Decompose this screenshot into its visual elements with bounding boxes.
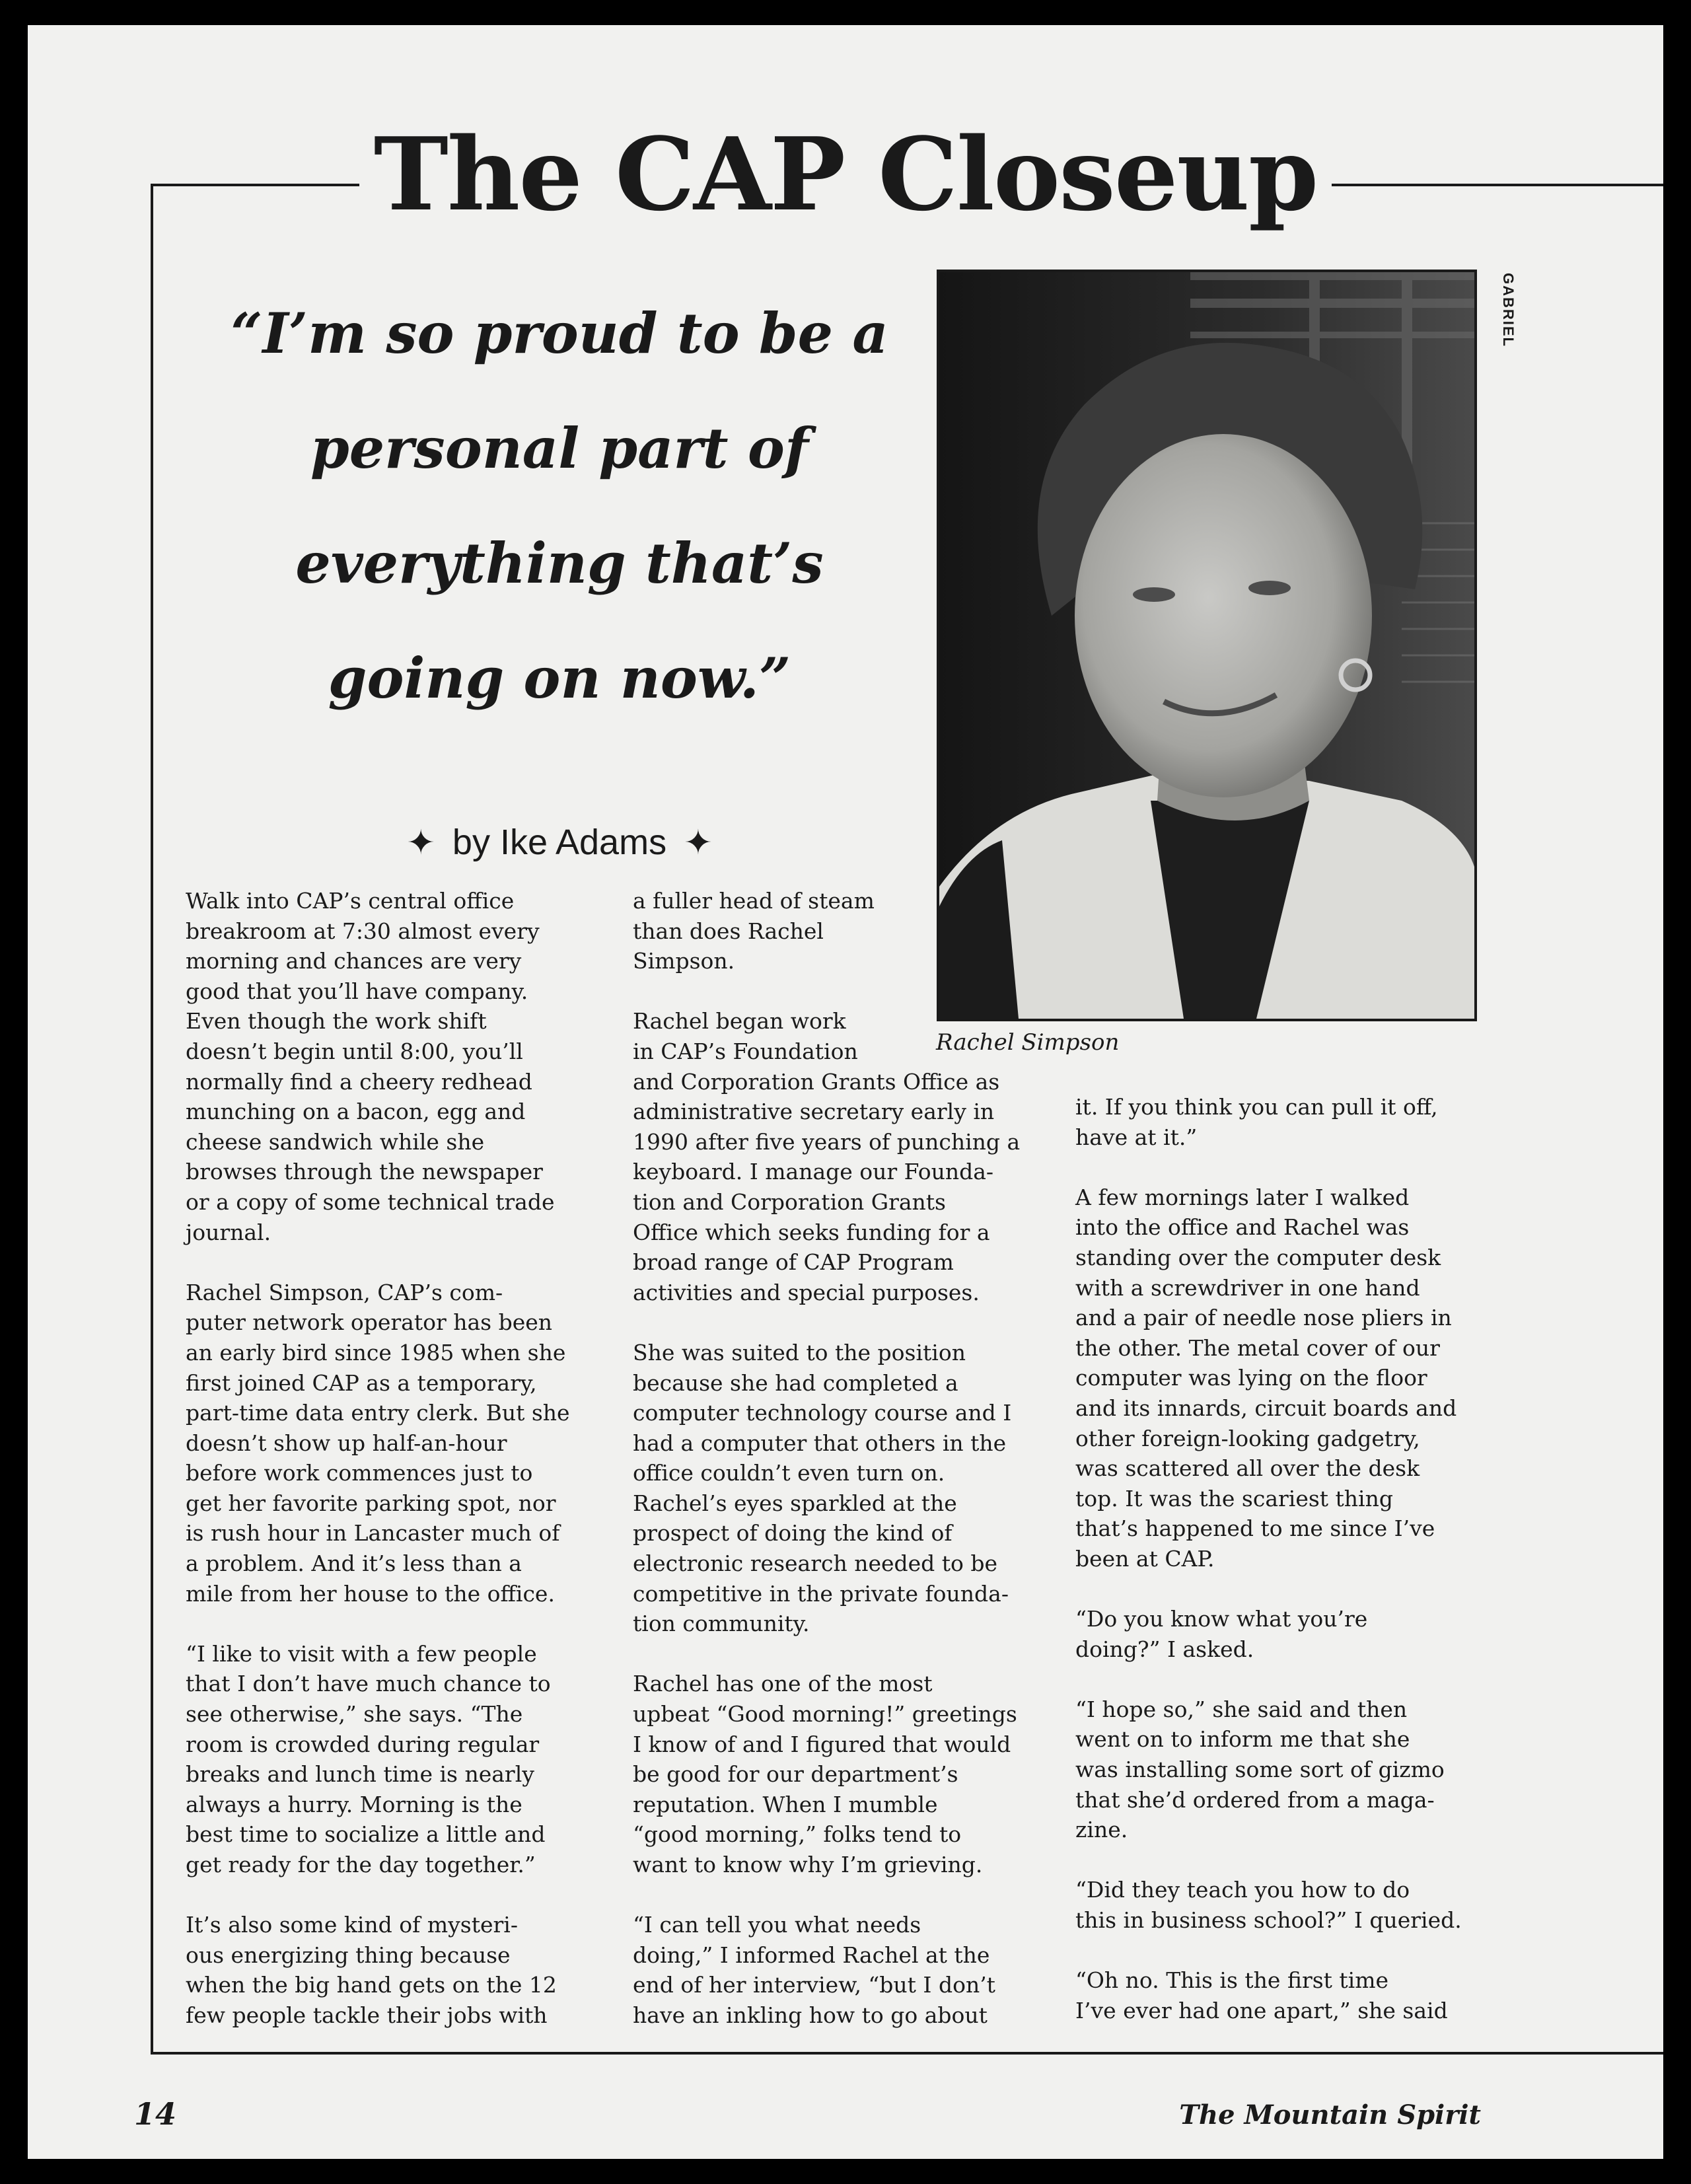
pull-quote-line: going on now.” — [328, 645, 791, 711]
photo-caption: Rachel Simpson — [936, 1029, 1120, 1056]
paragraph: Walk into CAP’s central office breakroom at 7:30 almost every morning and chances are very good that you’ll have company. Even though the work shift doesn’t begin until 8:00, you’ll normally find a cheery redhead munching on a bacon, egg and cheese sandwich while she browses through the newspaper or a copy of some technical trade journal. — [186, 888, 555, 1245]
paragraph: Rachel Simpson, CAP’s com- puter network operator has been an early bird since 1985 when she first joined CAP as a temporary, part-time data entry clerk. But she doesn’t show up half-an-hour before work commences just to get her favorite parking spot, nor is rush hour in Lancaster much of a problem. And it’s less than a mile from her house to the office. — [186, 1279, 570, 1607]
paragraph: Rachel began work in CAP’s Foundation and Corporation Grants Office as administrative secretary early in 1990 after five years of punching a keyboard. I manage our Founda- tion and Corporation Grants Office which seeks funding for a broad range of CAP Program activities and special purposes. — [633, 1008, 1021, 1305]
paragraph: “I like to visit with a few people that I don’t have much chance to see otherwise,” she says. “The room is crowded during regular breaks and lunch time is nearly always a hurry. Morning is the best time to socialize a little and get ready for the day together.” — [186, 1640, 551, 1877]
star-ornament-icon: ✦ — [684, 824, 713, 862]
article-column-3 — [1075, 1092, 1498, 2056]
photo-credit: GABRIEL — [1500, 273, 1517, 347]
article-column-1 — [186, 886, 602, 2060]
page-number: 14 — [134, 2096, 177, 2132]
paragraph: A few mornings later I walked into the office and Rachel was standing over the computer desk with a screwdriver in one hand and a pair of needle nose pliers in the other. The metal cover of our computer was lying on the floor and its innards, circuit boards and other foreign-looking gadgetry, was scattered all over the desk top. It was the scariest thing that’s happened to me since I’ve been at CAP. — [1075, 1184, 1457, 1572]
byline — [180, 822, 939, 863]
page-title: The CAP Closeup — [28, 124, 1663, 225]
paragraph: She was suited to the position because she had completed a computer technology course and I had a computer that others in the office couldn’t even turn on. Rachel’s eyes sparkled at the prospect of doing the kind of electronic research needed to be competitive in the private founda- tion community. — [633, 1339, 1012, 1637]
pull-quote-line: “I’m so proud to be a — [231, 301, 888, 366]
paragraph: It’s also some kind of mysteri- ous energizing thing because when the big hand gets on the 12 few people tackle their jobs with — [186, 1912, 557, 2028]
paragraph: “Did they teach you how to do this in business school?” I queried. — [1075, 1877, 1462, 1934]
frame-left-rule — [151, 184, 153, 2055]
paragraph: a fuller head of steam than does Rachel Simpson. — [633, 888, 875, 974]
publication-name: The Mountain Spirit — [1179, 2099, 1481, 2130]
pull-quote-line: everything that’s — [295, 530, 824, 596]
pull-quote-line: personal part of — [310, 416, 809, 481]
paragraph: “I hope so,” she said and then went on to inform me that she was installing some sort of gizmo that she’d ordered from a maga- zine. — [1075, 1696, 1445, 1843]
article-column-2 — [633, 886, 1056, 2060]
paragraph: “Oh no. This is the first time I’ve ever had one apart,” she said — [1075, 1967, 1448, 2023]
paragraph: “I can tell you what needs doing,” I informed Rachel at the end of her interview, “but I don’t have an inkling how to go about — [633, 1912, 995, 2028]
paragraph: Rachel has one of the most upbeat “Good morning!” greetings I know of and I figured that would be good for our department’s reputation. When I mumble “good morning,” folks tend to want to know why I’m grieving. — [633, 1671, 1017, 1877]
byline-text: by Ike Adams — [452, 822, 667, 862]
magazine-page — [28, 25, 1663, 2159]
pull-quote — [180, 276, 939, 736]
star-ornament-icon: ✦ — [406, 824, 435, 862]
paragraph: “Do you know what you’re doing?” I asked. — [1075, 1606, 1368, 1662]
paragraph: it. If you think you can pull it off, have at it.” — [1075, 1094, 1438, 1150]
